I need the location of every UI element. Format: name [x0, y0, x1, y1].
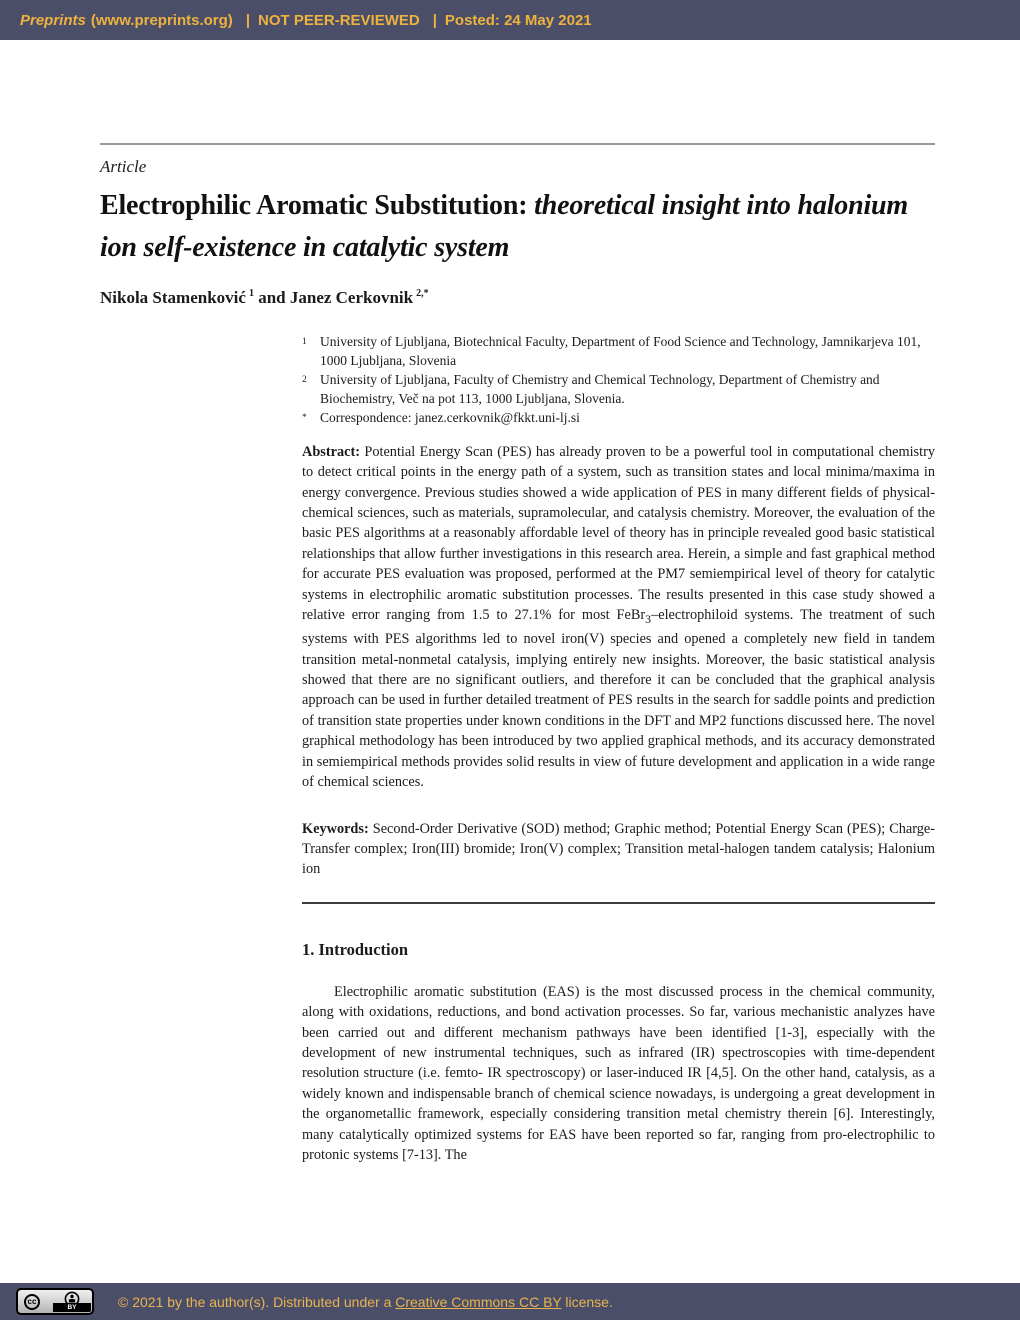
preprints-top-banner: [0, 0, 1020, 40]
header-rule: [100, 143, 935, 145]
affiliation-marker: 1: [302, 336, 307, 347]
license-footer-banner: [0, 1283, 1020, 1320]
affiliation-row: [302, 370, 935, 408]
paper-title: [100, 185, 935, 269]
banner-divider: |: [245, 11, 251, 29]
affiliation-row: [302, 332, 935, 370]
abstract-text: –electrophiloid systems. The treatment of such systems with PES algorithms led to novel iron(V) species and opened a completely new field in tandem transition metal-nonmetal catalysis, implying entirely new insights. Moreover, the basic statistical analysis showed that there are no significant outliers, and therefore it can be concluded that the graphical analysis approach can be used in further detailed treatment of PES results in the search for saddle points and prediction of transition state properties under known conditions in the DFT and MP2 functions discussed here. The novel graphical methodology has been introduced by two applied graphical methods, and its accuracy demonstrated in semiempirical methods provides solid results in view of future development and application in a wide range of chemical sciences.: [302, 607, 936, 791]
article-type-label: Article: [100, 157, 147, 176]
affiliation-marker: *: [302, 412, 307, 423]
creative-commons-link[interactable]: Creative Commons CC BY: [395, 1293, 562, 1310]
author-affiliation-sup-2: 2,*: [416, 288, 429, 300]
correspondence-text: Correspondence: janez.cerkovnik@fkkt.uni-lj.si: [320, 409, 580, 425]
abstract-paragraph: [302, 442, 935, 793]
affiliation-marker: 2: [302, 374, 307, 385]
section-heading-introduction: 1. Introduction: [302, 939, 409, 959]
paper-title-roman: Electrophilic Aromatic Substitution:: [100, 190, 528, 221]
affiliations-block: [302, 332, 935, 428]
preprints-brand: Preprints: [20, 11, 86, 29]
posted-date: Posted: 24 May 2021: [444, 11, 592, 29]
keywords-label: Keywords:: [302, 820, 369, 837]
body-column: [302, 332, 935, 1166]
abstract-label: Abstract:: [302, 443, 360, 460]
author-name-1: Nikola Stamenković: [100, 287, 246, 307]
cc-by-badge[interactable]: [16, 1288, 94, 1315]
license-text: license.: [565, 1293, 613, 1310]
author-affiliation-sup-1: 1: [248, 288, 254, 300]
preprints-site: (www.preprints.org): [90, 11, 233, 29]
review-status: NOT PEER-REVIEWED: [258, 11, 420, 29]
cc-icon: cc: [24, 1294, 40, 1310]
keywords-paragraph: [302, 819, 935, 880]
banner-divider: |: [432, 11, 437, 29]
author-connector: and: [258, 287, 286, 307]
keywords-text: Second-Order Derivative (SOD) method; Graphic method; Potential Energy Scan (PES); Charge-Transfer complex; Iron(III) bromide; Iron(V) complex; Transition metal-halogen tandem catalysis; Halonium ion: [302, 820, 935, 878]
license-text: © 2021 by the author(s). Distributed under a: [118, 1293, 392, 1310]
keywords-rule: [302, 902, 935, 904]
affiliation-text: University of Ljubljana, Biotechnical Faculty, Department of Food Science and Technology, Jamnikarjeva 101, 1000 Ljubljana, Slovenia: [320, 333, 921, 368]
page-content: [100, 40, 935, 1165]
license-statement: [118, 1294, 613, 1310]
introduction-paragraph: Electrophilic aromatic substitution (EAS) is the most discussed process in the chemical community, along with oxidations, reductions, and bond activation processes. So far, various mechanistic analyzes have been carried out and different mechanism pathways have been identified [1-3], especially with the development of new instrumental techniques, such as infrared (IR) spectroscopies with time-dependent resolution structure (i.e. femto- IR spectroscopy) or laser-induced IR [4,5]. On the other hand, catalysis, as a widely known and indispensable branch of chemical science nowadays, is undergoing a great development in the organometallic framework, especially considering transition metal chemistry therein [6]. Interestingly, many catalytically optimized systems for EAS have been reported so far, ranging from pro-electrophilic to protonic systems [7-13]. The: [302, 983, 935, 1163]
author-line: [100, 288, 935, 308]
subscript-3: 3: [645, 611, 652, 626]
abstract-text: Potential Energy Scan (PES) has already proven to be a powerful tool in computational chemistry to detect critical points in the energy path of a system, such as transition states and local minima/maxima in energy convergence. Previous studies showed a wide application of PES in many different fields of physical-chemical sciences, such as materials, supramolecular, and catalysis chemistry. Moreover, the evaluation of the basic PES algorithms at a reasonably affordable level of theory has in principle revealed good basic statistical relationships that allow further investigations in this research area. Herein, a simple and fast graphical method for accurate PES evaluation was proposed, performed at the PM7 semiempirical level of theory for catalytic systems in electrophilic aromatic substitution processes. The results presented in this case study showed a relative error ranging from 1.5 to 27.1% for most FeBr: [302, 443, 935, 623]
author-name-2: Janez Cerkovnik: [289, 287, 414, 307]
affiliation-row: [302, 408, 935, 428]
cc-by-label: BY: [53, 1303, 91, 1312]
affiliation-text: University of Ljubljana, Faculty of Chemistry and Chemical Technology, Department of Chemistry and Biochemistry, Več na pot 113, 1000 Ljubljana, Slovenia.: [320, 371, 880, 406]
paper-title-italic: theoretical insight into halonium ion self-existence in catalytic system: [100, 190, 908, 263]
